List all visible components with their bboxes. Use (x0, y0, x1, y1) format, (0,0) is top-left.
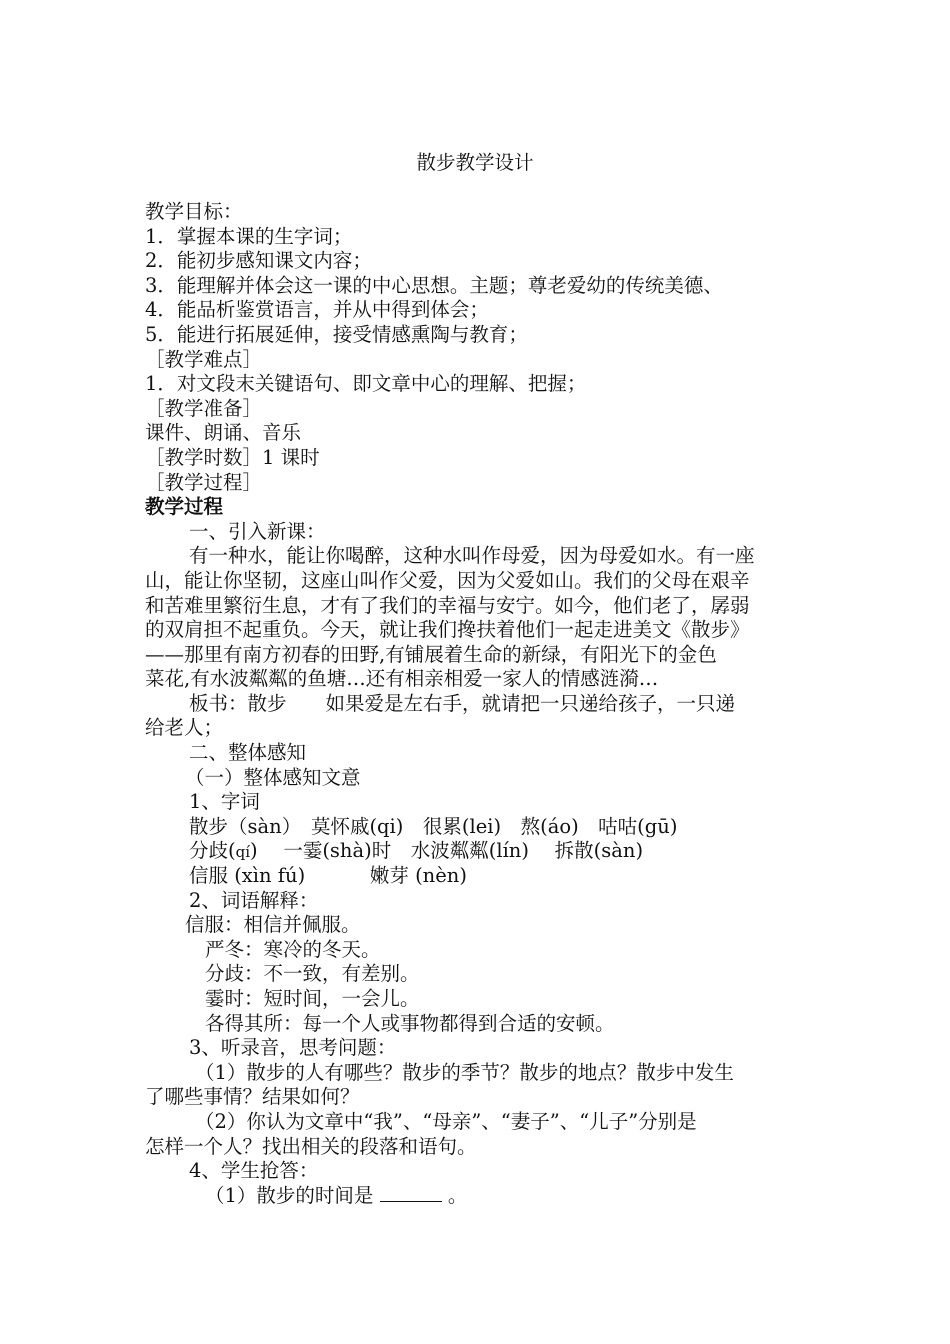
intro-line: ——那里有南方初春的田野,有铺展着生命的新绿，有阳光下的金色 (145, 642, 717, 666)
process-bold-heading: 教学过程 (145, 495, 224, 519)
explain-heading: 2、词语解释： (189, 888, 319, 912)
objective-item: 5．能进行拓展延伸，接受情感熏陶与教育； (145, 322, 528, 346)
objective-item: 3．能理解并体会这一课的中心思想。主题；尊老爱幼的传统美德、 (145, 273, 723, 297)
process-heading: ［教学过程］ (145, 470, 263, 494)
words-line: 散步（sàn） 莫怀戚(qi) 很累(lei) 熬(áo) 咕咕(gū) (189, 814, 678, 838)
words-heading: 1、字词 (189, 790, 260, 814)
intro-line: 的双肩担不起重负。今天，就让我们搀扶着他们一起走进美文《散步》 (145, 618, 750, 642)
intro-line: 有一种水，能让你喝醉，这种水叫作母爱，因为母爱如水。有一座 (189, 544, 755, 568)
board-line: 给老人； (145, 716, 224, 740)
board-line: 板书：散步 如果爱是左右手，就请把一只递给孩子，一只递 (189, 691, 736, 715)
intro-line: 山，能让你坚韧，这座山叫作父爱，因为父爱如山。我们的父母在艰辛 (145, 568, 750, 592)
intro-line: 菜花,有水波粼粼的鱼塘…还有相亲相爱一家人的情感涟漪… (145, 667, 659, 691)
difficulty-heading: ［教学难点］ (145, 347, 263, 371)
answer-text: （1）散步的时间是 (205, 1183, 374, 1207)
words-line (145, 839, 813, 864)
objective-item: 1．掌握本课的生字词； (145, 224, 353, 248)
words-line: 信服 (xìn fú) 嫩芽 (nèn) (189, 864, 467, 888)
answer-heading: 4、学生抢答： (189, 1159, 319, 1183)
words-text: ) 一霎(shà)时 水波粼粼(lín) 拆散(sàn) (250, 839, 644, 863)
explain-item: 严冬：寒冷的冬天。 (205, 937, 381, 961)
objective-item: 4．能品析鉴赏语言，并从中得到体会； (145, 298, 489, 322)
document-body (145, 200, 813, 1208)
intro-heading: 一、引入新课： (189, 519, 326, 543)
question-line: （2）你认为文章中“我”、“母亲”、“妻子”、“儿子”分别是 (195, 1109, 697, 1133)
words-text: 分歧( (189, 839, 236, 863)
explain-item: 霎时：短时间，一会儿。 (205, 987, 420, 1010)
objective-item: 2．能初步感知课文内容； (145, 249, 372, 273)
intro-line: 和苦难里繁衍生息，才有了我们的幸福与安宁。如今，他们老了，孱弱 (145, 593, 750, 617)
explain-item: 信服：相信并佩服。 (185, 913, 361, 937)
hours-line: ［教学时数］1 课时 (145, 445, 320, 469)
objectives-heading: 教学目标： (145, 200, 243, 223)
words-text: qí (235, 843, 251, 862)
overall-heading: 二、整体感知 (189, 741, 307, 765)
preparation-heading: ［教学准备］ (145, 396, 263, 420)
preparation-item: 课件、朗诵、音乐 (145, 421, 302, 445)
explain-item: 各得其所：每一个人或事物都得到合适的安顿。 (205, 1011, 615, 1035)
question-line: 了哪些事情？结果如何？ (145, 1085, 360, 1109)
document-title: 散步教学设计 (416, 151, 534, 174)
question-line: 怎样一个人？找出相关的段落和语句。 (145, 1134, 477, 1158)
difficulty-item: 1．对文段末关键语句、即文章中心的理解、把握； (145, 372, 587, 396)
answer-blank (380, 1184, 442, 1202)
answer-line (145, 1184, 813, 1209)
listen-heading: 3、听录音，思考问题： (189, 1036, 397, 1060)
answer-text: 。 (447, 1183, 468, 1207)
overall-subheading: （一）整体感知文意 (185, 765, 361, 789)
question-line: （1）散步的人有哪些？散步的季节？散步的地点？散步中发生 (195, 1060, 734, 1084)
explain-item: 分歧：不一致，有差别。 (205, 962, 420, 986)
